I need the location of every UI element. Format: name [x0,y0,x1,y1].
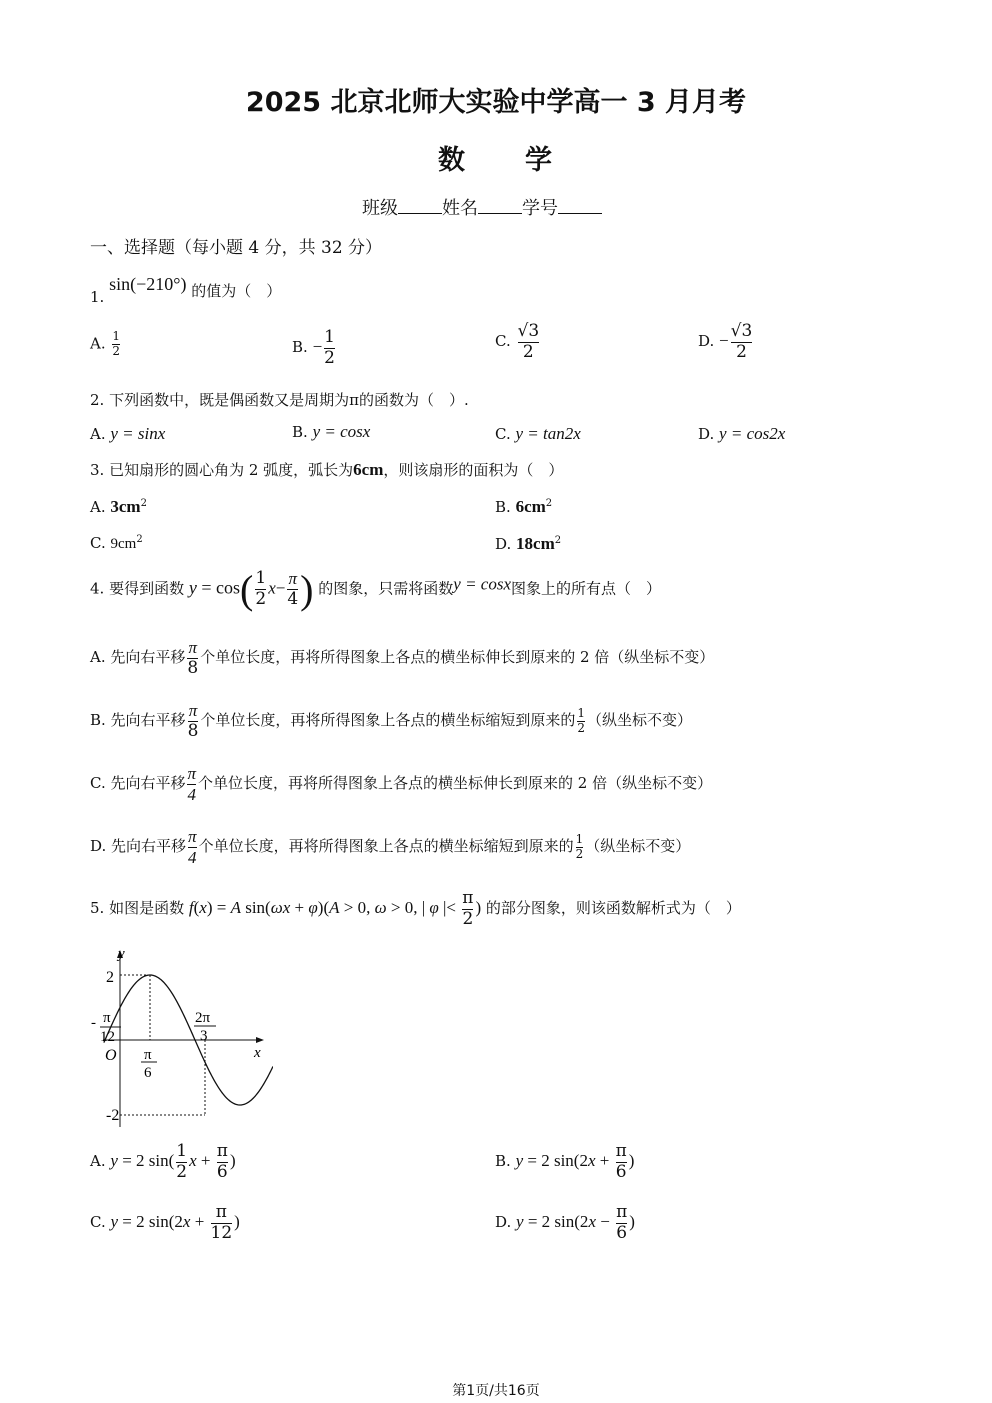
q2-option-a[interactable]: A. y = sinx [90,424,166,443]
neg-sign-label: - [91,1015,96,1031]
q1-option-d[interactable]: D. − $\frac{√3}{2}$ [698,321,753,362]
q5-function-graph [88,942,273,1132]
q5-option-b[interactable]: B. y = 2 sin(2x + $\frac{\pi}{6}$ ) [495,1141,635,1182]
fraction-sqrt3-2: $\frac{√3}{2}$ [730,321,753,362]
q4-target-function: y [188,577,197,598]
q4-option-a[interactable]: A. 先向右平移 $\frac{\pi}{8}$ 个单位长度，再将所得图象上各点的横坐标伸长到原来的 2 倍（纵坐标不变） [90,638,715,678]
class-blank[interactable] [398,197,442,214]
max-value-label: 2 [106,969,114,986]
q3-option-b[interactable]: B. $6cm^2$ [495,497,553,516]
twelve-label: 12 [100,1029,115,1045]
q3-option-c[interactable]: C. $9cm^2$ [90,534,143,552]
q1-expression: sin(−210°) [109,274,187,294]
question-1 [90,274,281,306]
min-value-label: -2 [106,1107,120,1124]
q1-tail: 的值为（ ） [191,282,282,300]
x-axis-label: x [254,1045,261,1061]
q5-option-d[interactable]: D. y = 2 sin(2x − $\frac{\pi}{6}$ ) [495,1202,635,1243]
q2-option-c[interactable]: C. y = tan2x [495,424,581,443]
q4-option-b[interactable]: B. 先向右平移 $\frac{\pi}{8}$ 个单位长度，再将所得图象上各点的横坐标缩短到原来的 $\frac{1}{2}$ （纵坐标不变） [90,701,693,741]
q4-option-d[interactable]: D. 先向右平移 $\frac{\pi}{4}$ 个单位长度，再将所得图象上各点的横坐标缩短到原来的 $\frac{1}{2}$ （纵坐标不变） [90,827,691,867]
q2-option-b[interactable]: B. y = cosx [292,422,371,441]
name-label: 姓名 [442,198,478,219]
section-heading: 一、选择题（每小题 4 分，共 32 分） [90,238,383,258]
origin-label: O [105,1047,117,1064]
fraction-sqrt3-2: $\frac{√3}{2}$ [517,321,540,362]
student-info [362,194,602,220]
q1-option-c[interactable]: C. $\frac{√3}{2}$ [495,321,540,362]
class-label: 班级 [362,198,398,219]
question-5-stem: 5. 如图是函数 f(x) = A sin(ωx + φ)(A > 0, ω > 0, | φ |< $\frac{\pi}{2}$ ) 的部分图象，则该函数解析式为（ ） [90,888,741,929]
fraction-1-2: $\frac{1}{2}$ [324,327,335,368]
id-blank[interactable] [558,197,602,214]
q5-function-expression: f [188,898,194,918]
pi-label: π [144,1047,152,1063]
two-pi-label: 2π [195,1010,211,1026]
six-label: 6 [144,1065,152,1081]
name-blank[interactable] [478,197,522,214]
x-axis-arrow [256,1037,264,1043]
three-label: 3 [200,1028,208,1044]
page-title: 2025 北京北师大实验中学高一 3 月月考 [245,87,747,118]
q4-option-c[interactable]: C. 先向右平移 $\frac{\pi}{4}$ 个单位长度，再将所得图象上各点的横坐标伸长到原来的 2 倍（纵坐标不变） [90,764,713,804]
q1-number: 1. [90,288,105,306]
id-label: 学号 [522,198,558,219]
question-3-stem: 3. 已知扇形的圆心角为 2 弧度，弧长为6cm，则该扇形的面积为（ ） [90,460,564,479]
question-2-stem: 2. 下列函数中，既是偶函数又是周期为π的函数为（ ）. [90,391,469,409]
q5-option-a[interactable]: A. y = 2 sin( $\frac{1}{2}$ x + $\frac{\pi}{6}$ ) [90,1141,236,1182]
q1-option-a[interactable]: A. $\frac{1}{2}$ [90,329,121,358]
pi-label: π [103,1010,111,1026]
y-axis-label: y [118,946,125,962]
subject-title: 数 学 [438,145,554,176]
q2-option-d[interactable]: D. y = cos2x [698,424,786,443]
q3-option-a[interactable]: A. $3cm^2$ [90,497,147,516]
page-footer: 第1页/共16页 [452,1383,540,1399]
fraction-1-2: $\frac{1}{2}$ [112,329,121,358]
q5-option-c[interactable]: C. y = 2 sin(2x + $\frac{\pi}{12}$ ) [90,1202,240,1243]
q1-option-b[interactable]: B. − $\frac{1}{2}$ [292,327,335,368]
q3-option-d[interactable]: D. $18cm^2$ [495,534,562,553]
question-4-stem: 4. 要得到函数 y = cos( $\frac{1}{2}$ x− $\frac{\pi}{4}$ ) 的图象，只需将函数y = cosx图象上的所有点（ ） [90,567,662,612]
